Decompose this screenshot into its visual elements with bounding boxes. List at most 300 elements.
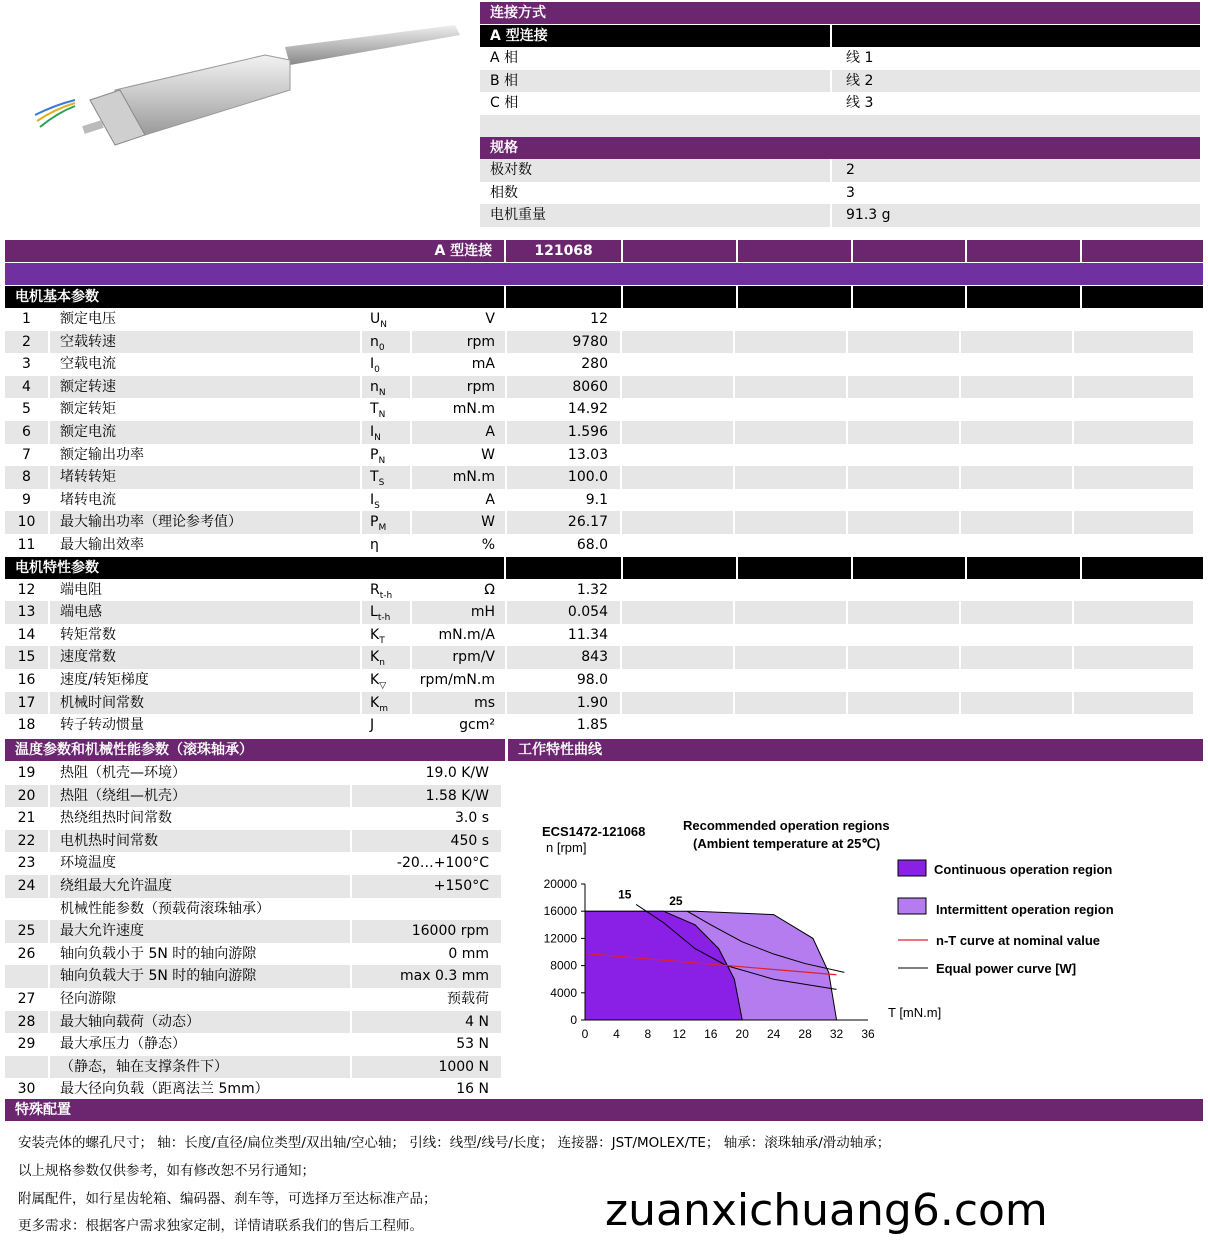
param-empty-cell xyxy=(961,489,1074,512)
chart-subtitle2: (Ambient temperature at 25℃) xyxy=(693,836,881,851)
param-symbol: $K_n$ xyxy=(362,646,412,669)
param-row xyxy=(5,353,1203,376)
note-line: 更多需求：根据客户需求独家定制，详情请联系我们的售后工程师。 xyxy=(18,1218,423,1234)
param-empty-cell xyxy=(961,376,1074,399)
model-number: 121068 xyxy=(506,240,621,262)
param-empty-cell xyxy=(961,466,1074,489)
param-symbol: $n_N$ xyxy=(362,376,412,399)
param-empty-cell xyxy=(848,601,961,624)
spec-row: 极对数 2 xyxy=(480,159,1200,182)
param-name: 最大输出功率（理论参考值） xyxy=(50,511,362,534)
power-curve-label: 15 xyxy=(618,887,632,902)
temp-param-row xyxy=(5,943,505,966)
param-number: 8 xyxy=(5,466,50,489)
param-empty-cell xyxy=(848,511,961,534)
param-row xyxy=(5,421,1203,444)
param-empty-cell xyxy=(622,624,735,647)
param-empty-cell xyxy=(735,353,848,376)
param-symbol: $T_S$ xyxy=(362,466,412,489)
param-symbol: $R_{t-h}$ xyxy=(362,579,412,602)
param-name: 机械时间常数 xyxy=(50,692,362,715)
param-row xyxy=(5,444,1203,467)
param-empty-cell xyxy=(1074,466,1195,489)
param-row xyxy=(5,398,1203,421)
param-name: 最大承压力（静态） xyxy=(50,1033,352,1056)
x-tick-label: 28 xyxy=(798,1027,812,1041)
param-empty-cell xyxy=(622,466,735,489)
param-value: 19.0 K/W xyxy=(352,762,503,785)
param-unit: ms xyxy=(412,692,507,715)
param-name: 堵转转矩 xyxy=(50,466,362,489)
y-tick-label: 20000 xyxy=(543,877,577,891)
param-value: 预载荷 xyxy=(352,988,503,1011)
param-value: 53 N xyxy=(352,1033,503,1056)
x-tick-label: 16 xyxy=(704,1027,718,1041)
param-value: 9.1 xyxy=(507,489,622,512)
param-row xyxy=(5,714,1203,737)
param-unit: W xyxy=(412,511,507,534)
temp-param-row xyxy=(5,830,505,853)
param-number: 25 xyxy=(5,920,50,943)
x-tick-label: 20 xyxy=(735,1027,749,1041)
connection-spec-panel xyxy=(480,2,1200,227)
param-name: 热绕组热时间常数 xyxy=(50,807,352,830)
connection-row: C 相 线 3 xyxy=(480,92,1200,115)
note-line: 以上规格参数仅供参考，如有修改恕不另行通知； xyxy=(18,1163,315,1179)
param-name: 堵转电流 xyxy=(50,489,362,512)
param-empty-cell xyxy=(848,421,961,444)
param-number: 17 xyxy=(5,692,50,715)
param-number: 2 xyxy=(5,331,50,354)
param-row xyxy=(5,331,1203,354)
param-number xyxy=(5,1056,50,1079)
param-symbol: $L_{t-h}$ xyxy=(362,601,412,624)
param-empty-cell xyxy=(1074,669,1195,692)
param-name: （静态，轴在支撑条件下） xyxy=(50,1056,352,1079)
param-value: 280 xyxy=(507,353,622,376)
param-empty-cell xyxy=(1074,601,1195,624)
param-number: 27 xyxy=(5,988,50,1011)
param-row xyxy=(5,669,1203,692)
param-empty-cell xyxy=(961,646,1074,669)
param-value: 3.0 s xyxy=(352,807,503,830)
param-empty-cell xyxy=(1074,579,1195,602)
legend-intermittent-swatch xyxy=(898,898,926,914)
temp-param-row xyxy=(5,1011,505,1034)
param-value: 14.92 xyxy=(507,398,622,421)
temp-param-row xyxy=(5,920,505,943)
temp-param-row xyxy=(5,965,505,988)
param-name: 最大允许速度 xyxy=(50,920,352,943)
x-tick-label: 8 xyxy=(644,1027,652,1041)
param-empty-cell xyxy=(735,308,848,331)
param-value: 4 N xyxy=(352,1011,503,1034)
chart-title: ECS1472-121068 xyxy=(542,824,646,839)
temp-param-row xyxy=(5,785,505,808)
legend-item: n-T curve at nominal value xyxy=(936,933,1100,948)
param-row xyxy=(5,466,1203,489)
temp-param-row xyxy=(5,852,505,875)
note-line: 安装壳体的螺孔尺寸； 轴：长度/直径/扁位类型/双出轴/空心轴； 引线：线型/线号/长度； 连接器：JST/MOLEX/TE； 轴承：滚珠轴承/滑动轴承； xyxy=(18,1135,891,1151)
param-value: 450 s xyxy=(352,830,503,853)
param-empty-cell xyxy=(1074,308,1195,331)
param-empty-cell xyxy=(735,331,848,354)
param-value: 68.0 xyxy=(507,534,622,557)
param-empty-cell xyxy=(622,489,735,512)
param-value: 0 mm xyxy=(352,943,503,966)
param-name: 最大输出效率 xyxy=(50,534,362,557)
param-number: 7 xyxy=(5,444,50,467)
param-value: 16 N xyxy=(352,1078,503,1101)
param-empty-cell xyxy=(1074,376,1195,399)
param-empty-cell xyxy=(961,692,1074,715)
param-empty-cell xyxy=(735,489,848,512)
param-empty-cell xyxy=(848,466,961,489)
param-value: 1.596 xyxy=(507,421,622,444)
param-value: 98.0 xyxy=(507,669,622,692)
param-empty-cell xyxy=(1074,714,1195,737)
param-value: 13.03 xyxy=(507,444,622,467)
param-value: 1.32 xyxy=(507,579,622,602)
param-row xyxy=(5,511,1203,534)
param-unit: mN.m/A xyxy=(412,624,507,647)
param-value: 1.90 xyxy=(507,692,622,715)
param-empty-cell xyxy=(735,466,848,489)
param-empty-cell xyxy=(1074,692,1195,715)
power-curve-label: 25 xyxy=(669,894,683,909)
param-empty-cell xyxy=(735,624,848,647)
param-row xyxy=(5,489,1203,512)
x-tick-label: 36 xyxy=(861,1027,875,1041)
param-empty-cell xyxy=(848,398,961,421)
param-empty-cell xyxy=(622,376,735,399)
param-empty-cell xyxy=(735,511,848,534)
param-value: 8060 xyxy=(507,376,622,399)
y-tick-label: 0 xyxy=(570,1013,577,1027)
temp-param-row xyxy=(5,762,505,785)
y-tick-label: 16000 xyxy=(543,904,577,919)
param-number: 20 xyxy=(5,785,50,808)
param-name: 电机热时间常数 xyxy=(50,830,352,853)
x-tick-label: 0 xyxy=(581,1027,589,1041)
param-symbol: $I_S$ xyxy=(362,489,412,512)
param-unit: rpm/V xyxy=(412,646,507,669)
param-number: 26 xyxy=(5,943,50,966)
param-unit: mN.m xyxy=(412,466,507,489)
param-row xyxy=(5,579,1203,602)
param-empty-cell xyxy=(622,646,735,669)
motor-product-image xyxy=(15,5,465,190)
param-empty-cell xyxy=(1074,646,1195,669)
y-tick-label: 12000 xyxy=(543,931,577,946)
spec-header: 规格 xyxy=(480,137,1200,159)
param-empty-cell xyxy=(961,601,1074,624)
x-tick-label: 32 xyxy=(829,1027,844,1041)
param-unit: % xyxy=(412,534,507,557)
param-name: 额定转矩 xyxy=(50,398,362,421)
param-empty-cell xyxy=(1074,353,1195,376)
watermark: zuanxichuang6.com xyxy=(605,1185,1048,1236)
param-empty-cell xyxy=(735,398,848,421)
y-axis-label: n [rpm] xyxy=(546,840,587,855)
temp-param-row xyxy=(5,1056,505,1079)
param-name: 热阻（绕组—机壳） xyxy=(50,785,352,808)
param-name: 空载电流 xyxy=(50,353,362,376)
param-symbol: $K_m$ xyxy=(362,692,412,715)
param-empty-cell xyxy=(622,308,735,331)
param-name: 额定输出功率 xyxy=(50,444,362,467)
x-tick-label: 4 xyxy=(613,1027,620,1041)
param-number: 12 xyxy=(5,579,50,602)
param-number: 19 xyxy=(5,762,50,785)
x-axis-label: T [mN.m] xyxy=(888,1005,942,1020)
spec-row: 电机重量 91.3 g xyxy=(480,204,1200,227)
param-unit: A xyxy=(412,421,507,444)
param-number xyxy=(5,898,50,921)
temp-param-row xyxy=(5,875,505,898)
connection-row: B 相 线 2 xyxy=(480,70,1200,93)
param-empty-cell xyxy=(735,646,848,669)
param-empty-cell xyxy=(848,331,961,354)
param-name: 速度/转矩梯度 xyxy=(50,669,362,692)
param-value: 843 xyxy=(507,646,622,669)
param-value: -20…+100°C xyxy=(352,852,503,875)
param-name: 额定转速 xyxy=(50,376,362,399)
param-empty-cell xyxy=(848,692,961,715)
param-value: 11.34 xyxy=(507,624,622,647)
x-tick-label: 12 xyxy=(672,1027,687,1041)
param-empty-cell xyxy=(622,398,735,421)
param-symbol: $K_T$ xyxy=(362,624,412,647)
param-empty-cell xyxy=(622,331,735,354)
temp-param-row xyxy=(5,898,505,921)
param-row xyxy=(5,646,1203,669)
param-name: 转子转动惯量 xyxy=(50,714,362,737)
connection-row: A 相 线 1 xyxy=(480,47,1200,70)
param-number: 30 xyxy=(5,1078,50,1101)
param-unit: mN.m xyxy=(412,398,507,421)
param-empty-cell xyxy=(961,353,1074,376)
param-name: 轴向负载小于 5N 时的轴向游隙 xyxy=(50,943,352,966)
param-empty-cell xyxy=(622,692,735,715)
connection-row xyxy=(480,115,1200,138)
param-value: 1000 N xyxy=(352,1056,503,1079)
param-empty-cell xyxy=(1074,511,1195,534)
param-number: 14 xyxy=(5,624,50,647)
param-name: 空载转速 xyxy=(50,331,362,354)
temp-param-row xyxy=(5,1033,505,1056)
param-empty-cell xyxy=(735,376,848,399)
param-empty-cell xyxy=(622,511,735,534)
param-empty-cell xyxy=(735,421,848,444)
param-empty-cell xyxy=(735,601,848,624)
param-empty-cell xyxy=(961,398,1074,421)
param-empty-cell xyxy=(848,579,961,602)
chart-section-header: 工作特性曲线 xyxy=(508,739,1203,761)
param-symbol: $K_▽$ xyxy=(362,669,412,692)
param-value: 1.85 xyxy=(507,714,622,737)
param-empty-cell xyxy=(735,692,848,715)
legend-continuous-swatch xyxy=(898,860,926,876)
param-number: 10 xyxy=(5,511,50,534)
y-tick-label: 4000 xyxy=(550,985,577,1000)
param-symbol: $P_M$ xyxy=(362,511,412,534)
section-char-header: 电机特性参数 xyxy=(5,557,1203,579)
param-empty-cell xyxy=(1074,444,1195,467)
param-row xyxy=(5,534,1203,557)
param-unit: W xyxy=(412,444,507,467)
param-empty-cell xyxy=(848,444,961,467)
param-value xyxy=(352,898,503,921)
param-empty-cell xyxy=(735,534,848,557)
param-empty-cell xyxy=(622,534,735,557)
param-number xyxy=(5,965,50,988)
param-row xyxy=(5,692,1203,715)
param-name: 绕组最大允许温度 xyxy=(50,875,352,898)
param-number: 29 xyxy=(5,1033,50,1056)
param-value: 9780 xyxy=(507,331,622,354)
operation-chart xyxy=(520,810,1200,1090)
param-number: 11 xyxy=(5,534,50,557)
param-name: 径向游隙 xyxy=(50,988,352,1011)
param-empty-cell xyxy=(848,353,961,376)
param-empty-cell xyxy=(622,714,735,737)
param-name: 热阻（机壳—环境） xyxy=(50,762,352,785)
param-symbol: $U_N$ xyxy=(362,308,412,331)
param-unit: V xyxy=(412,308,507,331)
param-empty-cell xyxy=(622,669,735,692)
section-basic-header: 电机基本参数 xyxy=(5,286,1203,308)
temp-param-row xyxy=(5,1078,505,1101)
param-value: 16000 rpm xyxy=(352,920,503,943)
chart-subtitle: Recommended operation regions xyxy=(683,818,890,833)
param-empty-cell xyxy=(1074,489,1195,512)
param-number: 24 xyxy=(5,875,50,898)
param-empty-cell xyxy=(848,624,961,647)
param-value: 0.054 xyxy=(507,601,622,624)
param-empty-cell xyxy=(961,624,1074,647)
param-name: 轴向负载大于 5N 时的轴向游隙 xyxy=(50,965,352,988)
param-number: 4 xyxy=(5,376,50,399)
param-empty-cell xyxy=(848,646,961,669)
param-empty-cell xyxy=(961,444,1074,467)
y-tick-label: 8000 xyxy=(550,958,577,973)
param-name: 机械性能参数（预载荷滚珠轴承） xyxy=(50,898,352,921)
param-empty-cell xyxy=(961,714,1074,737)
param-number: 6 xyxy=(5,421,50,444)
param-row xyxy=(5,624,1203,647)
param-symbol: $I_N$ xyxy=(362,421,412,444)
note-line: 附属配件，如行星齿轮箱、编码器、刹车等，可选择万至达标准产品； xyxy=(18,1191,437,1207)
legend-item: Intermittent operation region xyxy=(936,902,1114,917)
temp-params-table xyxy=(5,762,505,1101)
param-empty-cell xyxy=(848,376,961,399)
param-empty-cell xyxy=(622,579,735,602)
param-name: 最大轴向载荷（动态） xyxy=(50,1011,352,1034)
param-value: 26.17 xyxy=(507,511,622,534)
param-empty-cell xyxy=(961,421,1074,444)
param-empty-cell xyxy=(735,444,848,467)
param-symbol: η xyxy=(362,534,412,557)
param-row xyxy=(5,601,1203,624)
param-value: 1.58 K/W xyxy=(352,785,503,808)
param-empty-cell xyxy=(961,331,1074,354)
param-empty-cell xyxy=(961,669,1074,692)
param-empty-cell xyxy=(961,534,1074,557)
param-empty-cell xyxy=(848,534,961,557)
param-name: 转矩常数 xyxy=(50,624,362,647)
params-table xyxy=(5,286,1203,737)
param-number: 16 xyxy=(5,669,50,692)
param-unit: mH xyxy=(412,601,507,624)
param-empty-cell xyxy=(961,511,1074,534)
param-number: 1 xyxy=(5,308,50,331)
param-number: 23 xyxy=(5,852,50,875)
param-symbol: $I_0$ xyxy=(362,353,412,376)
param-number: 9 xyxy=(5,489,50,512)
param-name: 速度常数 xyxy=(50,646,362,669)
param-value: max 0.3 mm xyxy=(352,965,503,988)
param-number: 28 xyxy=(5,1011,50,1034)
param-name: 最大径向负载（距离法兰 5mm） xyxy=(50,1078,352,1101)
param-empty-cell xyxy=(961,579,1074,602)
param-number: 18 xyxy=(5,714,50,737)
connection-header: 连接方式 xyxy=(480,2,1200,24)
param-empty-cell xyxy=(848,308,961,331)
section-temp-header: 温度参数和机械性能参数（滚珠轴承） xyxy=(5,739,505,761)
param-row xyxy=(5,308,1203,331)
param-number: 21 xyxy=(5,807,50,830)
param-empty-cell xyxy=(622,421,735,444)
param-name: 环境温度 xyxy=(50,852,352,875)
param-number: 5 xyxy=(5,398,50,421)
special-config-header: 特殊配置 xyxy=(5,1099,1203,1121)
temp-param-row xyxy=(5,988,505,1011)
param-name: 额定电流 xyxy=(50,421,362,444)
param-empty-cell xyxy=(848,714,961,737)
param-empty-cell xyxy=(735,669,848,692)
param-empty-cell xyxy=(1074,624,1195,647)
legend-item: Equal power curve [W] xyxy=(936,961,1077,976)
param-symbol: J xyxy=(362,714,412,737)
param-empty-cell xyxy=(622,353,735,376)
legend-item: Continuous operation region xyxy=(934,862,1113,877)
param-empty-cell xyxy=(848,489,961,512)
param-symbol: $T_N$ xyxy=(362,398,412,421)
param-empty-cell xyxy=(735,579,848,602)
param-empty-cell xyxy=(1074,398,1195,421)
param-unit: A xyxy=(412,489,507,512)
param-empty-cell xyxy=(622,601,735,624)
param-value: 100.0 xyxy=(507,466,622,489)
param-value: +150°C xyxy=(352,875,503,898)
param-empty-cell xyxy=(622,444,735,467)
param-unit: rpm/mN.m xyxy=(412,669,507,692)
param-number: 3 xyxy=(5,353,50,376)
param-value: 12 xyxy=(507,308,622,331)
model-type-label: A 型连接 xyxy=(5,240,504,262)
param-unit: rpm xyxy=(412,376,507,399)
param-empty-cell xyxy=(1074,331,1195,354)
param-unit: gcm² xyxy=(412,714,507,737)
param-row xyxy=(5,376,1203,399)
param-number: 22 xyxy=(5,830,50,853)
temp-param-row xyxy=(5,807,505,830)
param-number: 13 xyxy=(5,601,50,624)
param-symbol: $n_0$ xyxy=(362,331,412,354)
param-unit: mA xyxy=(412,353,507,376)
param-empty-cell xyxy=(848,669,961,692)
